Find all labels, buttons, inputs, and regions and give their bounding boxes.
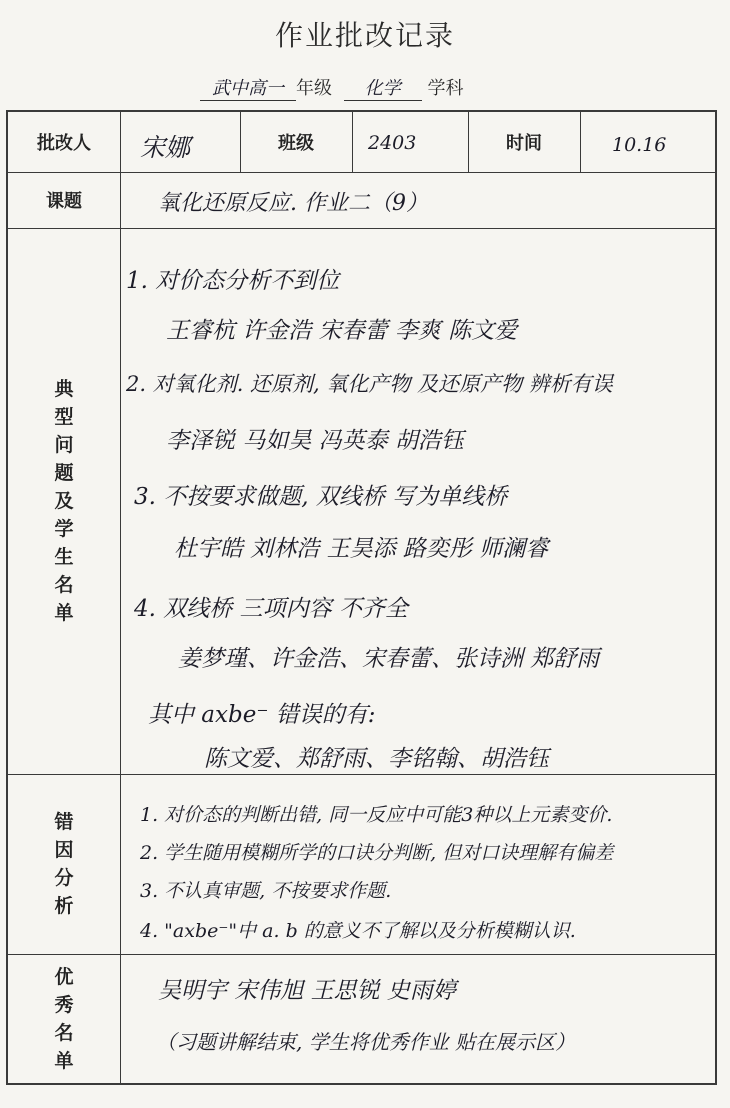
problems-label-char: 问 [54, 434, 74, 456]
analysis-label-char: 分 [54, 867, 74, 889]
reviewer-value: 宋娜 [140, 133, 191, 162]
header-line [200, 74, 463, 102]
excellent-label-char: 优 [54, 965, 74, 988]
problems-label-char: 型 [54, 406, 74, 428]
page-title: 作业批改记录 [274, 19, 455, 52]
excellent-label [8, 954, 120, 1083]
analysis-label-char: 错 [54, 811, 74, 833]
problems-label-char: 生 [54, 546, 74, 568]
analysis-label [8, 774, 120, 954]
analysis-line: 4. "axbe⁻"中 a. b 的意义不了解以及分析模糊认识. [140, 920, 576, 942]
excellent-line: （习题讲解结束, 学生将优秀作业 贴在展示区） [156, 1030, 576, 1054]
time-label: 时间 [506, 133, 542, 154]
problem-line: 杜宇皓 刘林浩 王昊添 路奕彤 师澜睿 [174, 536, 549, 562]
problems-label [8, 228, 120, 774]
problems-label-char: 及 [54, 490, 74, 512]
problems-label-char: 单 [54, 602, 74, 624]
column-divider [120, 112, 121, 1083]
subject-field: 化学 [344, 74, 422, 101]
topic-label: 课题 [46, 191, 82, 212]
reviewer-label: 批改人 [37, 133, 91, 154]
class-value: 2403 [368, 132, 417, 154]
time-value: 10.16 [612, 134, 667, 156]
analysis-line: 1. 对价态的判断出错, 同一反应中可能3种以上元素变价. [140, 804, 613, 826]
class-label: 班级 [278, 133, 314, 154]
review-table [6, 110, 717, 1085]
analysis-line: 3. 不认真审题, 不按要求作题. [140, 880, 392, 902]
excellent-label-char: 秀 [54, 993, 74, 1016]
problem-line: 姜梦瑾、许金浩、宋春蕾、张诗洲 郑舒雨 [178, 646, 600, 672]
problems-label-char: 典 [54, 378, 74, 400]
problem-line: 4. 双线桥 三项内容 不齐全 [134, 596, 408, 622]
analysis-label-char: 析 [54, 895, 74, 917]
analysis-label-char: 因 [54, 839, 74, 861]
excellent-label-char: 名 [54, 1021, 74, 1044]
problem-line: 1. 对价态分析不到位 [126, 268, 340, 294]
problems-label-char: 名 [54, 574, 74, 596]
analysis-line: 2. 学生随用模糊所学的口诀分判断, 但对口诀理解有偏差 [140, 842, 614, 864]
problem-line: 陈文爱、郑舒雨、李铭翰、胡浩钰 [204, 746, 549, 772]
excellent-line: 吴明宇 宋伟旭 王思锐 史雨婷 [158, 978, 456, 1004]
problem-line: 2. 对氧化剂. 还原剂, 氧化产物 及还原产物 辨析有误 [126, 372, 613, 396]
problem-line: 王睿杭 许金浩 宋春蕾 李爽 陈文爱 [166, 318, 518, 344]
problem-line: 3. 不按要求做题, 双线桥 写为单线桥 [134, 484, 508, 510]
problem-line: 李泽锐 马如昊 冯英泰 胡浩钰 [166, 428, 464, 454]
column-divider [580, 112, 581, 172]
topic-value: 氧化还原反应. 作业二（9） [158, 191, 428, 216]
school-field: 武中高一 [200, 74, 296, 101]
excellent-label-char: 单 [54, 1049, 74, 1072]
problems-label-char: 题 [54, 462, 74, 484]
column-divider [352, 112, 353, 172]
grade-label: 年级 [296, 78, 332, 99]
subject-label: 学科 [427, 78, 464, 99]
problem-line: 其中 axbe⁻ 错误的有: [148, 702, 376, 728]
problems-label-char: 学 [54, 518, 74, 540]
